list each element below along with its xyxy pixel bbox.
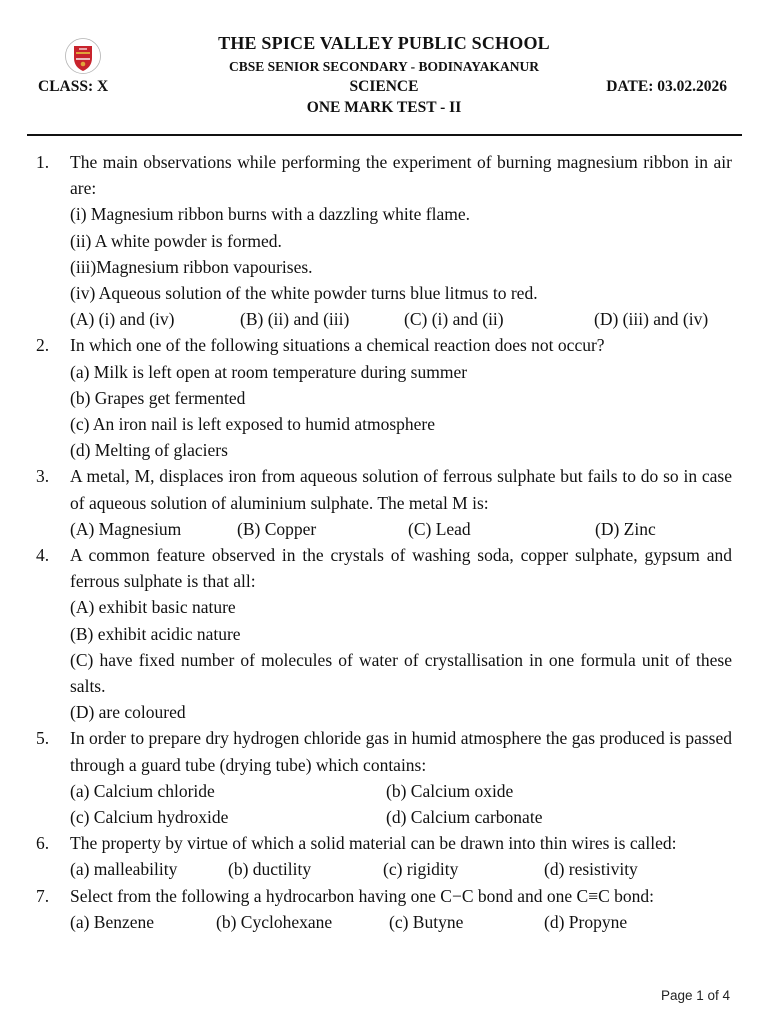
option-b: (B) Copper: [237, 518, 317, 539]
option-d: (d) Melting of glaciers: [70, 440, 228, 461]
option-b: (B) (ii) and (iii): [240, 309, 350, 330]
option-b: (b) Grapes get fermented: [70, 387, 246, 408]
option-c: (c) An iron nail is left exposed to humid atmosphere: [70, 414, 435, 435]
options-row: [70, 306, 732, 332]
option-b: (b) Cyclohexane: [216, 911, 333, 932]
options-row: [70, 804, 732, 830]
statement-line: (iii)Magnesium ribbon vapourises.: [70, 256, 313, 277]
question-stem: A metal, M, displaces iron from aqueous solution of ferrous sulphate but fails to do so in case of aqueous solution of aluminium sulphate. The metal M is:: [70, 466, 732, 513]
option-a: (A) Magnesium: [70, 518, 182, 539]
option-b: (b) ductility: [228, 859, 312, 880]
page-number: Page 1 of 4: [660, 988, 730, 1003]
question-5: [36, 725, 732, 830]
question-stem: In which one of the following situations a chemical reaction does not occur?: [70, 335, 605, 356]
question-4: [36, 542, 732, 725]
option-a: (A) exhibit basic nature: [70, 597, 236, 618]
option-a: (a) Calcium chloride: [70, 780, 215, 801]
statement-line: (ii) A white powder is formed.: [70, 230, 282, 251]
question-3: [36, 463, 732, 542]
date-label: DATE: 03.02.2026: [606, 78, 727, 95]
question-6: [36, 830, 732, 882]
options-row: [70, 516, 732, 542]
option-a: (a) Benzene: [70, 911, 155, 932]
question-stem: The main observations while performing the experiment of burning magnesium ribbon in air are:: [70, 152, 732, 199]
question-stem: Select from the following a hydrocarbon having one C−C bond and one C≡C bond:: [70, 885, 655, 906]
option-c: (c) Butyne: [389, 911, 464, 932]
option-d: (D) Zinc: [595, 518, 656, 539]
options-row: [70, 856, 732, 882]
option-b: (B) exhibit acidic nature: [70, 623, 241, 644]
option-a: (a) malleability: [70, 859, 178, 880]
question-stem: A common feature observed in the crystals of washing soda, copper sulphate, gypsum and ferrous sulphate is that all:: [70, 545, 732, 592]
question-number: 7.: [36, 885, 50, 906]
question-number: 3.: [36, 466, 50, 487]
option-c: (c) rigidity: [383, 859, 459, 880]
subject-title: SCIENCE: [349, 78, 419, 95]
question-7: [36, 883, 732, 935]
option-d: (d) resistivity: [544, 859, 638, 880]
question-list: [36, 149, 732, 935]
question-number: 5.: [36, 728, 50, 749]
question-number: 4.: [36, 545, 50, 566]
header-divider: [27, 134, 742, 136]
options-row: [70, 778, 732, 804]
question-number: 6.: [36, 833, 50, 854]
option-d: (D) are coloured: [70, 702, 186, 723]
question-stem: The property by virtue of which a solid material can be drawn into thin wires is called:: [70, 833, 677, 854]
test-name: ONE MARK TEST - II: [306, 99, 462, 116]
document-header: [0, 0, 768, 140]
board-affiliation: CBSE SENIOR SECONDARY - BODINAYAKANUR: [228, 59, 540, 74]
options-row: [70, 909, 732, 935]
school-name: THE SPICE VALLEY PUBLIC SCHOOL: [218, 33, 550, 53]
statement-line: (i) Magnesium ribbon burns with a dazzling white flame.: [70, 204, 470, 225]
option-c: (C) Lead: [408, 518, 471, 539]
option-d: (d) Propyne: [544, 911, 628, 932]
option-c: (C) (i) and (ii): [404, 309, 504, 330]
question-stem: In order to prepare dry hydrogen chloride gas in humid atmosphere the gas produced is passed through a guard tube (drying tube) which contains:: [70, 728, 732, 775]
option-d: (d) Calcium carbonate: [386, 807, 543, 828]
question-number: 2.: [36, 335, 50, 356]
option-c: (c) Calcium hydroxide: [70, 807, 229, 828]
class-label: CLASS: X: [38, 78, 109, 95]
option-d: (D) (iii) and (iv): [594, 309, 709, 330]
option-b: (b) Calcium oxide: [386, 780, 514, 801]
option-c: (C) have fixed number of molecules of water of crystallisation in one formula unit of these salts.: [70, 649, 732, 697]
question-number: 1.: [36, 152, 50, 172]
question-2: [36, 332, 732, 463]
question-1: [36, 149, 732, 332]
option-a: (A) (i) and (iv): [70, 309, 175, 330]
statement-line: (iv) Aqueous solution of the white powder turns blue litmus to red.: [70, 283, 538, 304]
option-a: (a) Milk is left open at room temperature during summer: [70, 361, 468, 382]
